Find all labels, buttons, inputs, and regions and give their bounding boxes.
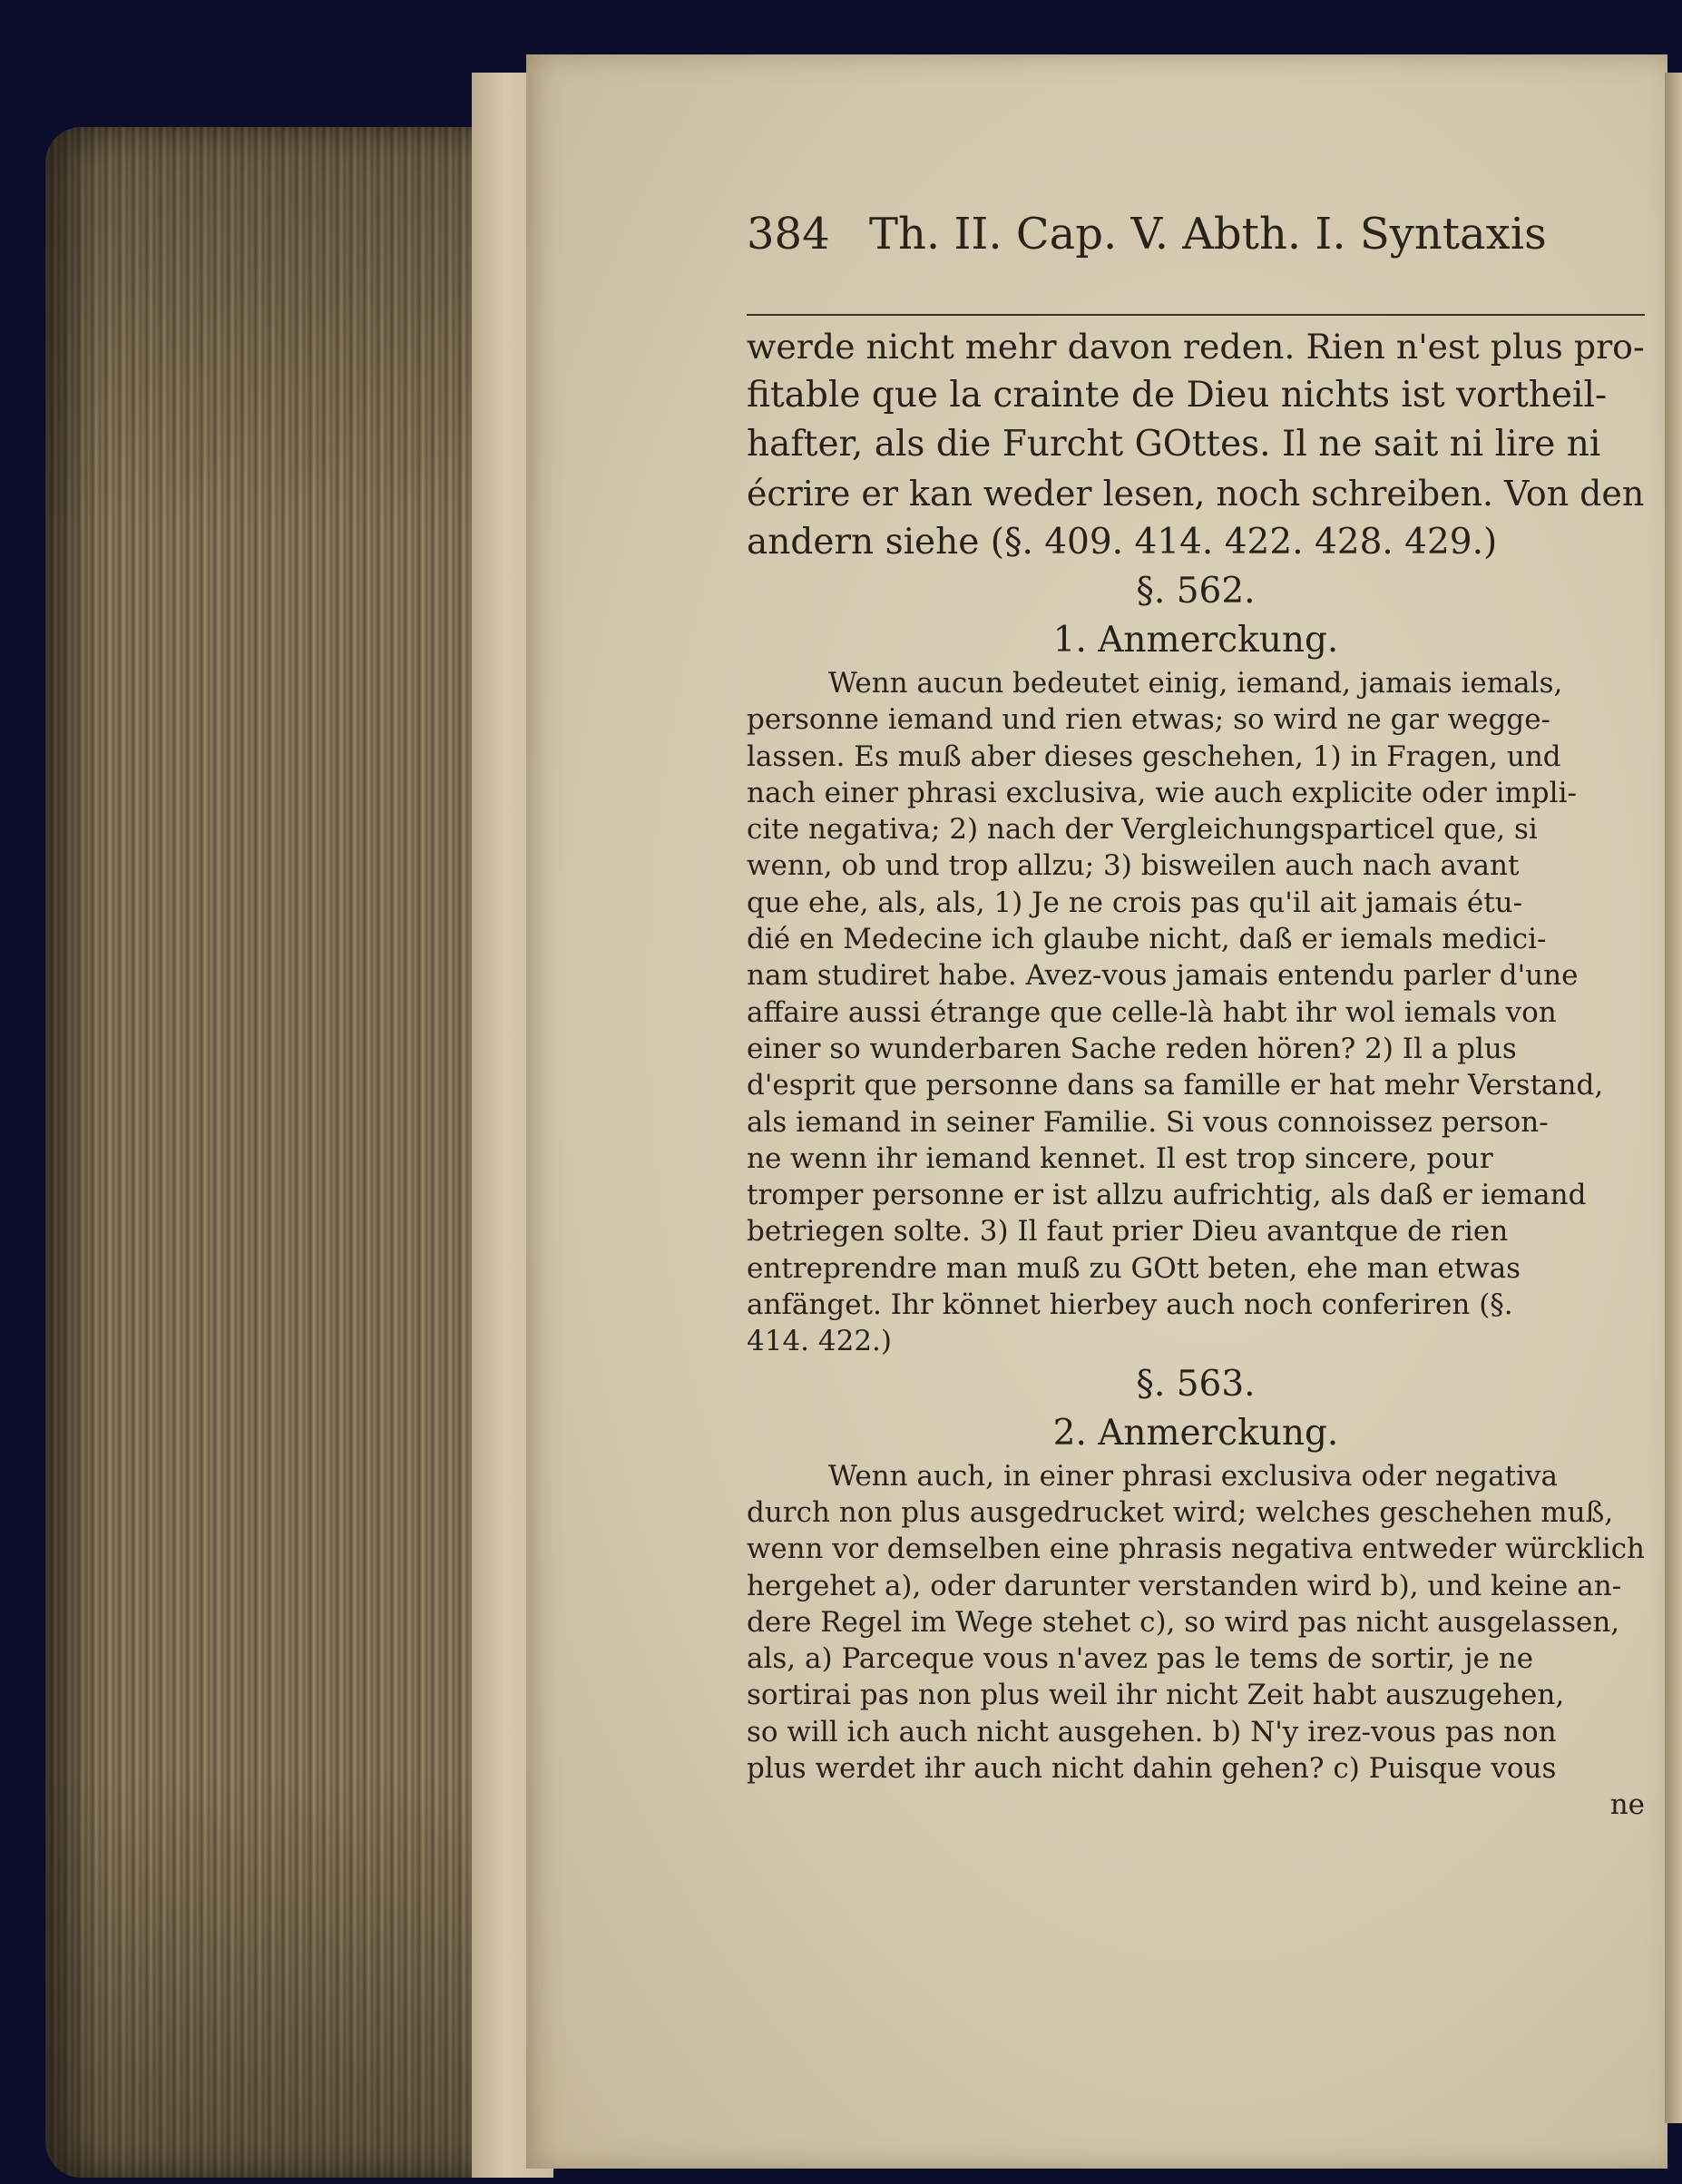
section-heading: 2. Anmerckung. xyxy=(1052,1412,1339,1454)
text-line: cite negativa; 2) nach der Vergleichungsparticel que, si xyxy=(747,813,1538,847)
text-line: Wenn auch, in einer phrasi exclusiva oder negativa xyxy=(828,1459,1558,1493)
text-line: affaire aussi étrange que celle-là habt ihr wol iemals von xyxy=(747,995,1557,1029)
text-line: lassen. Es muß aber dieses geschehen, 1) in Fragen, und xyxy=(747,739,1561,773)
page-number: 384 xyxy=(747,209,830,260)
page-edges xyxy=(45,127,499,2178)
text-line: so will ich auch nicht ausgehen. b) N'y irez-vous pas non xyxy=(747,1715,1557,1748)
text-line: dere Regel im Wege stehet c), so wird pas nicht ausgelassen, xyxy=(747,1605,1620,1639)
text-line: ne wenn ihr iemand kennet. Il est trop sincere, pour xyxy=(747,1141,1493,1175)
text-line: personne iemand und rien etwas; so wird ne gar wegge- xyxy=(747,703,1551,737)
book xyxy=(36,54,1682,2141)
text-line: que ehe, als, als, 1) Je ne crois pas qu'il ait jamais étu- xyxy=(747,886,1523,919)
text-line: écrire er kan weder lesen, noch schreiben. Von den xyxy=(747,474,1645,514)
running-head xyxy=(747,200,1645,263)
text-line: durch non plus ausgedrucket wird; welches geschehen muß, xyxy=(747,1495,1614,1529)
text-line: nach einer phrasi exclusiva, wie auch explicite oder impli- xyxy=(747,776,1577,809)
text-line: Wenn aucun bedeutet einig, iemand, jamais iemals, xyxy=(828,667,1563,700)
text-line: betriegen solte. 3) Il faut prier Dieu avantque de rien xyxy=(747,1215,1509,1249)
text-line: fitable que la crainte de Dieu nichts ist vortheil- xyxy=(747,375,1608,416)
header-rule xyxy=(747,314,1645,316)
text-line: tromper personne er ist allzu aufrichtig, als daß er iemand xyxy=(747,1179,1587,1212)
text-line: dié en Medecine ich glaube nicht, daß er iemals medici- xyxy=(747,923,1547,956)
text-line: als iemand in seiner Familie. Si vous connoissez person- xyxy=(747,1105,1549,1139)
text-line: entreprendre man muß zu GOtt beten, ehe man etwas xyxy=(747,1251,1521,1285)
text-line: wenn, ob und trop allzu; 3) bisweilen auch nach avant xyxy=(747,849,1520,883)
text-line: d'esprit que personne dans sa famille er hat mehr Verstand, xyxy=(747,1069,1604,1102)
text-line: hergehet a), oder darunter verstanden wird b), und keine an- xyxy=(747,1569,1622,1602)
catchword: ne xyxy=(1609,1788,1645,1822)
text-line: einer so wunderbaren Sache reden hören? 2) Il a plus xyxy=(747,1032,1517,1065)
text-line: andern siehe (§. 409. 414. 422. 428. 429.) xyxy=(747,522,1498,563)
text-line: als, a) Parceque vous n'avez pas le tems de sortir, je ne xyxy=(747,1642,1534,1676)
text-line: anfänget. Ihr könnet hierbey auch noch conferiren (§. xyxy=(747,1288,1513,1322)
section-number: §. 563. xyxy=(1136,1363,1256,1405)
section-number: §. 562. xyxy=(1136,571,1256,612)
page-body xyxy=(747,322,1645,1824)
text-line: wenn vor demselben eine phrasis negativa entweder würcklich xyxy=(747,1533,1645,1566)
section-heading: 1. Anmerckung. xyxy=(1052,620,1339,661)
book-page xyxy=(526,54,1667,2169)
text-line: werde nicht mehr davon reden. Rien n'est plus pro- xyxy=(747,327,1645,367)
text-line: hafter, als die Furcht GOttes. Il ne sait ni lire ni xyxy=(747,424,1601,465)
running-title: Th. II. Cap. V. Abth. I. Syntaxis xyxy=(869,209,1547,260)
facing-page-edge xyxy=(1665,73,1682,2123)
text-line: sortirai pas non plus weil ihr nicht Zeit habt auszugehen, xyxy=(747,1679,1565,1712)
text-line: 414. 422.) xyxy=(747,1325,892,1358)
text-line: nam studiret habe. Avez-vous jamais entendu parler d'une xyxy=(747,959,1579,993)
text-line: plus werdet ihr auch nicht dahin gehen? c) Puisque vous xyxy=(747,1752,1557,1786)
